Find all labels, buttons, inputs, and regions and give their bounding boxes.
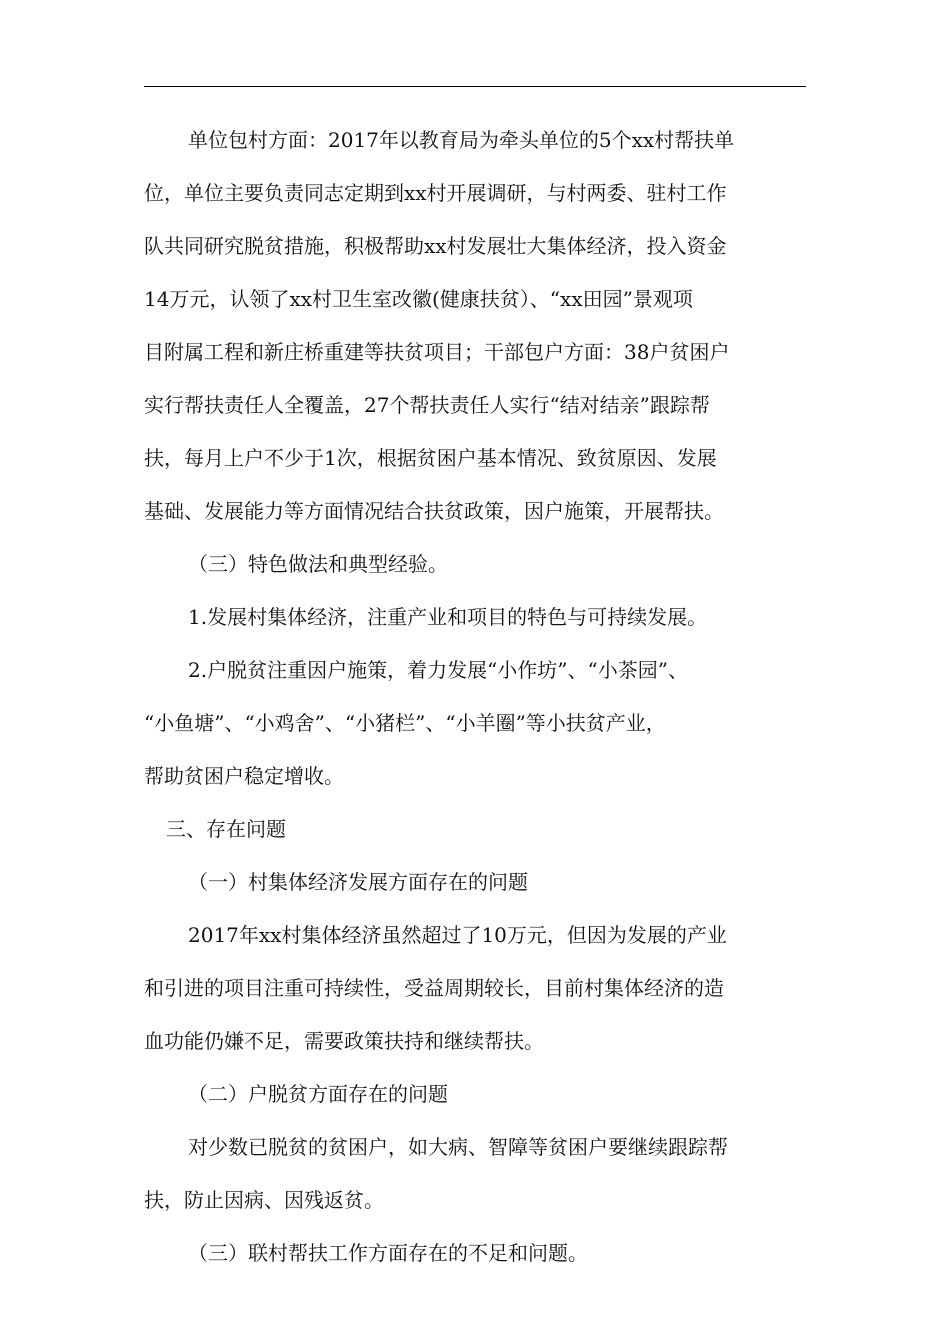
text-line: 2017年xx村集体经济虽然超过了10万元，但因为发展的产业 — [188, 923, 727, 947]
text-line: 实行帮扶责任人全覆盖，27个帮扶责任人实行“结对结亲”跟踪帮 — [144, 393, 710, 417]
text-line: 位，单位主要负责同志定期到xx村开展调研，与村两委、驻村工作 — [144, 181, 727, 205]
text-line: “小鱼塘”、“小鸡舍”、“小猪栏”、“小羊圈”等小扶贫产业， — [144, 711, 666, 735]
text-line: 和引进的项目注重可持续性，受益周期较长，目前村集体经济的造 — [144, 976, 724, 1000]
section-heading: （三）特色做法和典型经验。 — [188, 552, 448, 576]
section-heading: （二）户脱贫方面存在的问题 — [188, 1082, 448, 1106]
section-heading: 三、存在问题 — [166, 817, 286, 841]
text-line: 14万元，认领了xx村卫生室改徽(健康扶贫）、“xx田园”景观项 — [144, 287, 693, 311]
section-heading: （三）联村帮扶工作方面存在的不足和问题。 — [188, 1241, 588, 1265]
text-line: 帮助贫困户稳定增收。 — [144, 764, 344, 788]
document-body — [144, 114, 806, 1280]
text-line: 单位包村方面：2017年以教育局为牵头单位的5个xx村帮扶单 — [188, 128, 735, 152]
text-line: 2.户脱贫注重因户施策，着力发展“小作坊”、“小茶园”、 — [188, 658, 688, 682]
text-line: 1.发展村集体经济，注重产业和项目的特色与可持续发展。 — [188, 605, 708, 629]
text-line: 基础、发展能力等方面情况结合扶贫政策，因户施策，开展帮扶。 — [144, 499, 724, 523]
section-heading: （一）村集体经济发展方面存在的问题 — [188, 870, 528, 894]
text-line: 血功能仍嫌不足，需要政策扶持和继续帮扶。 — [144, 1029, 544, 1053]
text-line: 目附属工程和新庄桥重建等扶贫项目；干部包户方面：38户贫困户 — [144, 340, 730, 364]
text-line: 扶，防止因病、因残返贫。 — [144, 1188, 384, 1212]
text-line: 对少数已脱贫的贫困户，如大病、智障等贫困户要继续跟踪帮 — [188, 1135, 728, 1159]
text-line: 扶，每月上户不少于1次，根据贫困户基本情况、致贫原因、发展 — [144, 446, 717, 470]
text-line: 队共同研究脱贫措施，积极帮助xx村发展壮大集体经济，投入资金 — [144, 234, 727, 258]
header-rule — [144, 86, 806, 87]
